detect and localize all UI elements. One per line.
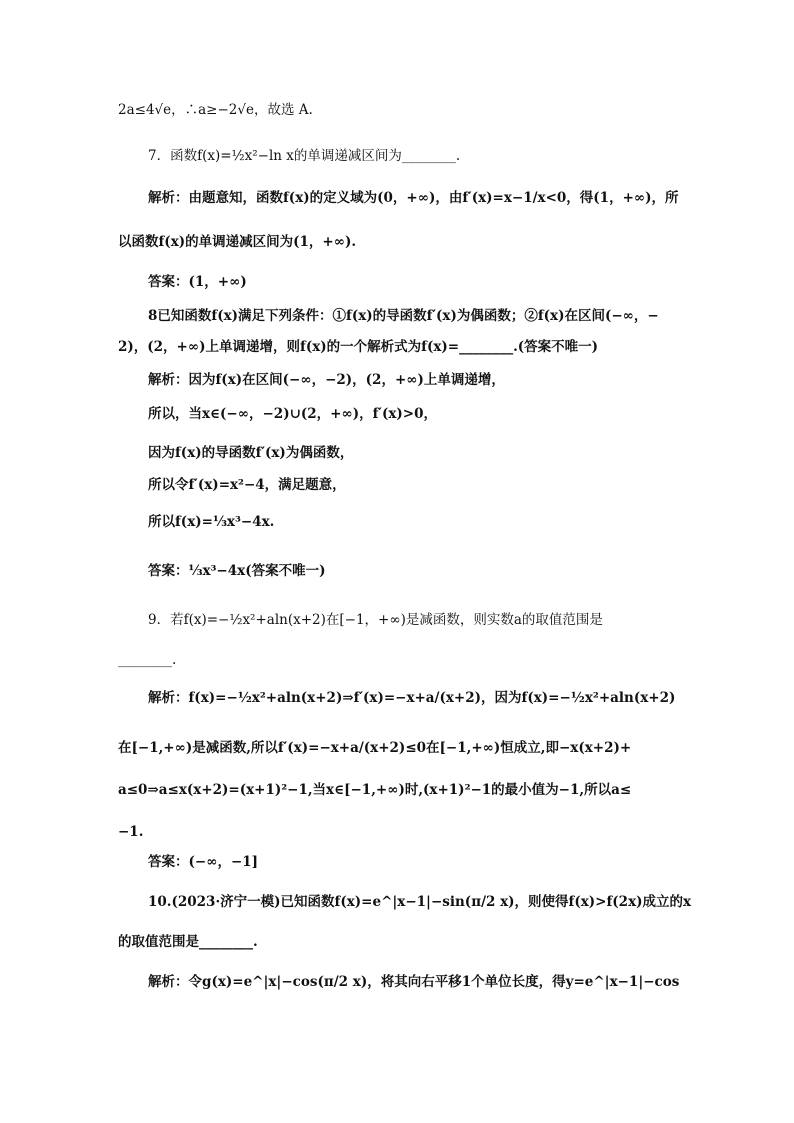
solution-8-line3: 因为f(x)的导函数f′(x)为偶函数， [148, 445, 354, 461]
solution-8-line5: 所以f(x)=⅓x³−4x. [148, 514, 275, 530]
problem-9-line2: ________. [118, 652, 177, 668]
solution-8-line1: 解析：因为f(x)在区间(−∞，−2)，(2，+∞)上单调递增， [148, 372, 505, 388]
solution-9-line4: −1. [118, 824, 144, 840]
answer-7: 答案：(1，+∞) [148, 274, 247, 290]
answer-8: 答案：⅓x³−4x(答案不唯一) [148, 563, 326, 579]
solution-10-line1: 解析：令g(x)=e^|x|−cos(π/2 x)，将其向右平移1个单位长度，得y=e^|x−1|−cos [148, 974, 680, 990]
solution-7-line1: 解析：由题意知，函数f(x)的定义域为(0，+∞)，由f′(x)=x−1/x<0，得(1，+∞)，所 [148, 190, 679, 206]
text-line: 2a≤4√e，∴a≥−2√e，故选 A. [118, 102, 313, 118]
solution-8-line4: 所以令f′(x)=x²−4，满足题意， [148, 477, 346, 493]
problem-7: 7．函数f(x)=½x²−ln x的单调递减区间为________. [148, 148, 461, 164]
problem-10-line1: 10.(2023·济宁一模)已知函数f(x)=e^|x−1|−sin(π/2 x)，则使得f(x)>f(2x)成立的x [148, 894, 692, 910]
solution-9-line3: a≤0⇒a≤x(x+2)=(x+1)²−1,当x∈[−1,+∞)时,(x+1)²−1的最小值为−1,所以a≤ [118, 782, 632, 798]
solution-8-line2: 所以，当x∈(−∞，−2)∪(2，+∞)，f′(x)>0， [148, 406, 438, 422]
problem-9-line1: 9．若f(x)=−½x²+aln(x+2)在[−1，+∞)是减函数，则实数a的取值范围是 [148, 612, 603, 628]
problem-8-line2: 2)，(2，+∞)上单调递增，则f(x)的一个解析式为f(x)=________.(答案不唯一) [118, 339, 599, 355]
solution-7-line2: 以函数f(x)的单调递减区间为(1，+∞). [118, 234, 357, 250]
solution-9-line2: 在[−1,+∞)是减函数,所以f′(x)=−x+a/(x+2)≤0在[−1,+∞)恒成立,即−x(x+2)+ [118, 740, 632, 756]
problem-10-line2: 的取值范围是________. [118, 934, 258, 950]
solution-9-line1: 解析：f(x)=−½x²+aln(x+2)⇒f′(x)=−x+a/(x+2)，因为f(x)=−½x²+aln(x+2) [148, 690, 676, 706]
problem-8-line1: 8已知函数f(x)满足下列条件：①f(x)的导函数f′(x)为偶函数；②f(x)在区间(−∞，− [148, 308, 659, 324]
answer-9: 答案：(−∞，−1] [148, 854, 259, 870]
